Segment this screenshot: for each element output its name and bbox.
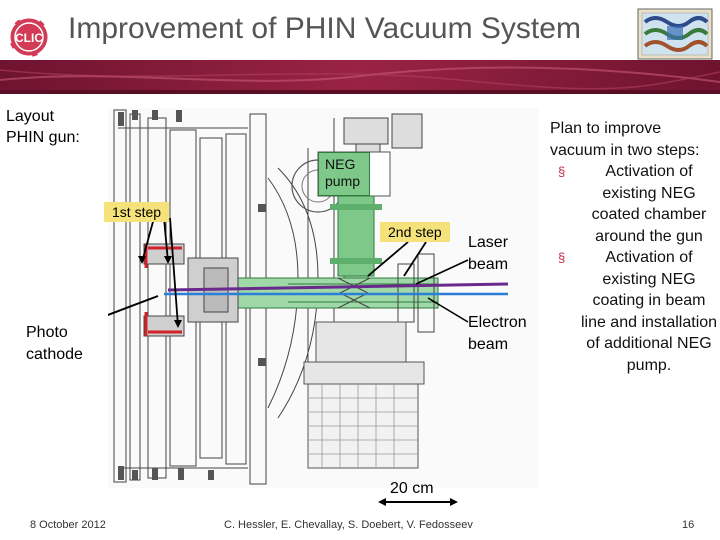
electron-beam-label: Electron beam [468,314,527,353]
header-banner [0,60,720,94]
plan-list [550,161,718,376]
footer-date: 8 October 2012 [30,519,106,531]
plan-item-text: Activation of existing NEG coating in beam line and installation of additional NEG pump. [580,249,718,374]
plan-intro: Plan to improve vacuum in two steps: [550,120,700,159]
neg-pump-label: NEG pump [325,156,361,189]
neg-pump-callout [318,152,370,196]
photo-cathode-label: Photo cathode [26,324,83,363]
page-title: Improvement of PHIN Vacuum System [68,12,581,45]
layout-label: Layout PHIN gun: [6,108,80,146]
second-step-label: 2nd step [388,224,442,240]
list-item [550,161,718,247]
clic-logo [6,14,52,60]
plan-item-text: Activation of existing NEG coated chamber around the gun [591,163,707,245]
scale-bar [378,496,458,508]
ctf-logo [637,8,713,60]
bullet-icon: § [558,164,566,179]
page-number: 16 [682,519,695,531]
first-step-callout [104,202,169,222]
first-step-label: 1st step [112,204,162,220]
logo-text: CLIC [15,31,43,45]
second-step-callout [380,222,450,242]
list-item [550,247,718,376]
scale-label: 20 cm [390,480,434,497]
laser-beam-label: Laser beam [468,234,509,273]
bullet-icon: § [558,250,566,265]
plan-text [550,118,718,376]
footer-authors: C. Hessler, E. Chevallay, S. Doebert, V. Fedosseev [224,519,473,531]
